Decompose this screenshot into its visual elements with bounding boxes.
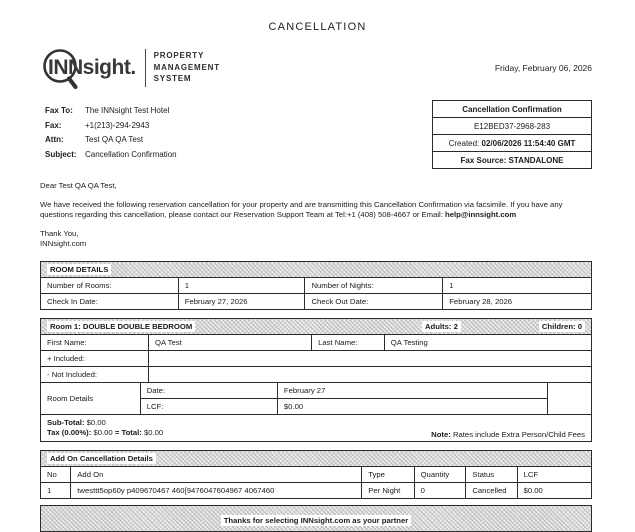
fax-recipient-info — [40, 100, 177, 169]
document-header — [40, 44, 592, 91]
confirmation-box — [432, 100, 592, 169]
fax-number-value: +1(213)-294-2943 — [85, 120, 150, 130]
document-date: Friday, February 06, 2026 — [494, 62, 592, 73]
subject-row — [45, 148, 177, 163]
magnifier-logo-mark — [40, 44, 136, 91]
room1-table-top — [40, 318, 592, 383]
rate-spacer-cell — [547, 383, 591, 415]
closing — [40, 229, 592, 249]
totals-cell — [41, 415, 592, 442]
table-row — [41, 278, 592, 294]
last-name-label: Last Name: — [312, 335, 385, 351]
letter-paragraph — [40, 200, 592, 220]
addon-type: Per Night — [362, 483, 414, 499]
addon-row — [41, 483, 592, 499]
attn-value: Test QA QA Test — [85, 135, 144, 144]
total-value: $0.00 — [143, 428, 164, 437]
tagline-line: SYSTEM — [153, 74, 192, 84]
fax-to-label: Fax To: — [45, 106, 73, 115]
signature: INNsight.com — [40, 239, 87, 248]
table-row — [41, 351, 592, 367]
col-no: No — [41, 467, 71, 483]
rooms-count-value: 1 — [178, 278, 305, 294]
last-name-value: QA Testing — [384, 335, 591, 351]
addon-status: Cancelled — [466, 483, 517, 499]
tagline-line: PROPERTY — [153, 51, 205, 61]
col-addon: Add On — [71, 467, 362, 483]
tax-value: $0.00 — [93, 428, 113, 437]
date-label: Date: — [140, 383, 277, 399]
table-row — [41, 367, 592, 383]
addon-table-header — [41, 451, 592, 467]
rooms-count-label: Number of Rooms: — [41, 278, 179, 294]
date-value: February 27 — [277, 383, 547, 399]
table-row — [41, 383, 592, 399]
fax-to-row — [45, 104, 177, 119]
table-row — [41, 335, 592, 351]
room1-children: Children: 0 — [539, 322, 585, 331]
not-included-value — [148, 367, 591, 383]
fax-to-value: The INNsight Test Hotel — [85, 106, 170, 115]
note-label: Note: — [431, 429, 451, 439]
fax-meta-row — [40, 100, 592, 169]
lcf-label: LCF: — [140, 399, 277, 415]
footer-banner — [40, 505, 592, 532]
brand-name: INNsight. — [48, 55, 136, 79]
logo-divider — [145, 49, 146, 87]
nights-count-label: Number of Nights: — [305, 278, 443, 294]
fax-number-row — [45, 119, 177, 134]
note-text: Rates include Extra Person/Child Fees — [452, 429, 585, 439]
confirmation-box-title: Cancellation Confirmation — [462, 104, 562, 114]
attn-label: Attn: — [45, 135, 64, 144]
addon-quantity: 0 — [414, 483, 466, 499]
table-row — [41, 294, 592, 310]
room-details-cell-label: Room Details — [41, 383, 141, 415]
lcf-value: $0.00 — [277, 399, 547, 415]
addon-lcf: $0.00 — [517, 483, 591, 499]
subject-label: Subject: — [45, 149, 77, 159]
nights-count-value: 1 — [443, 278, 592, 294]
footer-text: Thanks for selecting INNsight.com as your partner — [221, 515, 412, 526]
room1-title: Room 1: DOUBLE DOUBLE BEDROOM — [47, 322, 422, 331]
addon-cancellation-table — [40, 450, 592, 499]
created-value: 02/06/2026 11:54:40 GMT — [481, 138, 576, 148]
created-row — [433, 134, 591, 151]
closing-text: Thank You, — [40, 229, 79, 238]
check-out-value: February 28, 2026 — [443, 294, 592, 310]
room1-rate-table — [40, 382, 592, 415]
subject-value: Cancellation Confirmation — [85, 149, 177, 159]
room-details-table — [40, 261, 592, 310]
letter-body — [40, 181, 592, 249]
addon-no: 1 — [41, 483, 71, 499]
check-in-label: Check In Date: — [41, 294, 179, 310]
addon-column-header-row — [41, 467, 592, 483]
first-name-label: First Name: — [41, 335, 149, 351]
room1-adults: Adults: 2 — [422, 322, 461, 331]
room1-totals-table — [40, 414, 592, 442]
room-details-header-label: ROOM DETAILS — [47, 264, 111, 275]
fax-source-value: STANDALONE — [508, 155, 564, 165]
fax-number-label: Fax: — [45, 120, 62, 130]
subtotal-label: Sub-Total: — [47, 417, 85, 427]
tax-label: Tax (0.00%): — [47, 428, 92, 437]
col-lcf: LCF — [517, 467, 591, 483]
logo-tagline — [154, 50, 220, 85]
fax-source-row — [433, 151, 591, 168]
first-name-value: QA Test — [148, 335, 311, 351]
not-included-label: - Not Included: — [41, 367, 149, 383]
addon-table-header-label: Add On Cancellation Details — [47, 453, 156, 464]
room-details-header — [41, 262, 592, 278]
addon-name: twesttt5op60y p409670467 460[9476047604967 4067460 — [71, 483, 362, 499]
total-label: Total: — [121, 428, 142, 437]
room1-header — [41, 319, 592, 335]
col-type: Type — [362, 467, 414, 483]
subtotal-value: $0.00 — [86, 417, 106, 427]
tagline-line: MANAGEMENT — [153, 62, 220, 72]
created-label: Created: — [448, 138, 480, 148]
rates-note — [431, 430, 585, 439]
check-out-label: Check Out Date: — [305, 294, 443, 310]
col-status: Status — [466, 467, 517, 483]
included-value — [148, 351, 591, 367]
col-quantity: Quantity — [414, 467, 466, 483]
attn-row — [45, 133, 177, 148]
innsight-logo — [40, 44, 220, 91]
greeting: Dear Test QA QA Test, — [40, 181, 117, 190]
letter-text: We have received the following reservation cancellation for your property and are transmitting this Cancellation Confirmation via facsimile. If you have any questions regarding this cancellation, please contact our Reservation Support Team at Tel:+1 (408) 508-4667 or Email: — [40, 200, 563, 219]
totals-left — [47, 418, 163, 439]
check-in-value: February 27, 2026 — [178, 294, 305, 310]
fax-source-label: Fax Source: — [460, 155, 507, 165]
page-title: CANCELLATION — [268, 21, 367, 33]
support-email: help@innsight.com — [445, 210, 517, 219]
included-label: + Included: — [41, 351, 149, 367]
equals-sign: = — [114, 428, 120, 437]
confirmation-code: E12BED37-2968-283 — [433, 117, 591, 134]
